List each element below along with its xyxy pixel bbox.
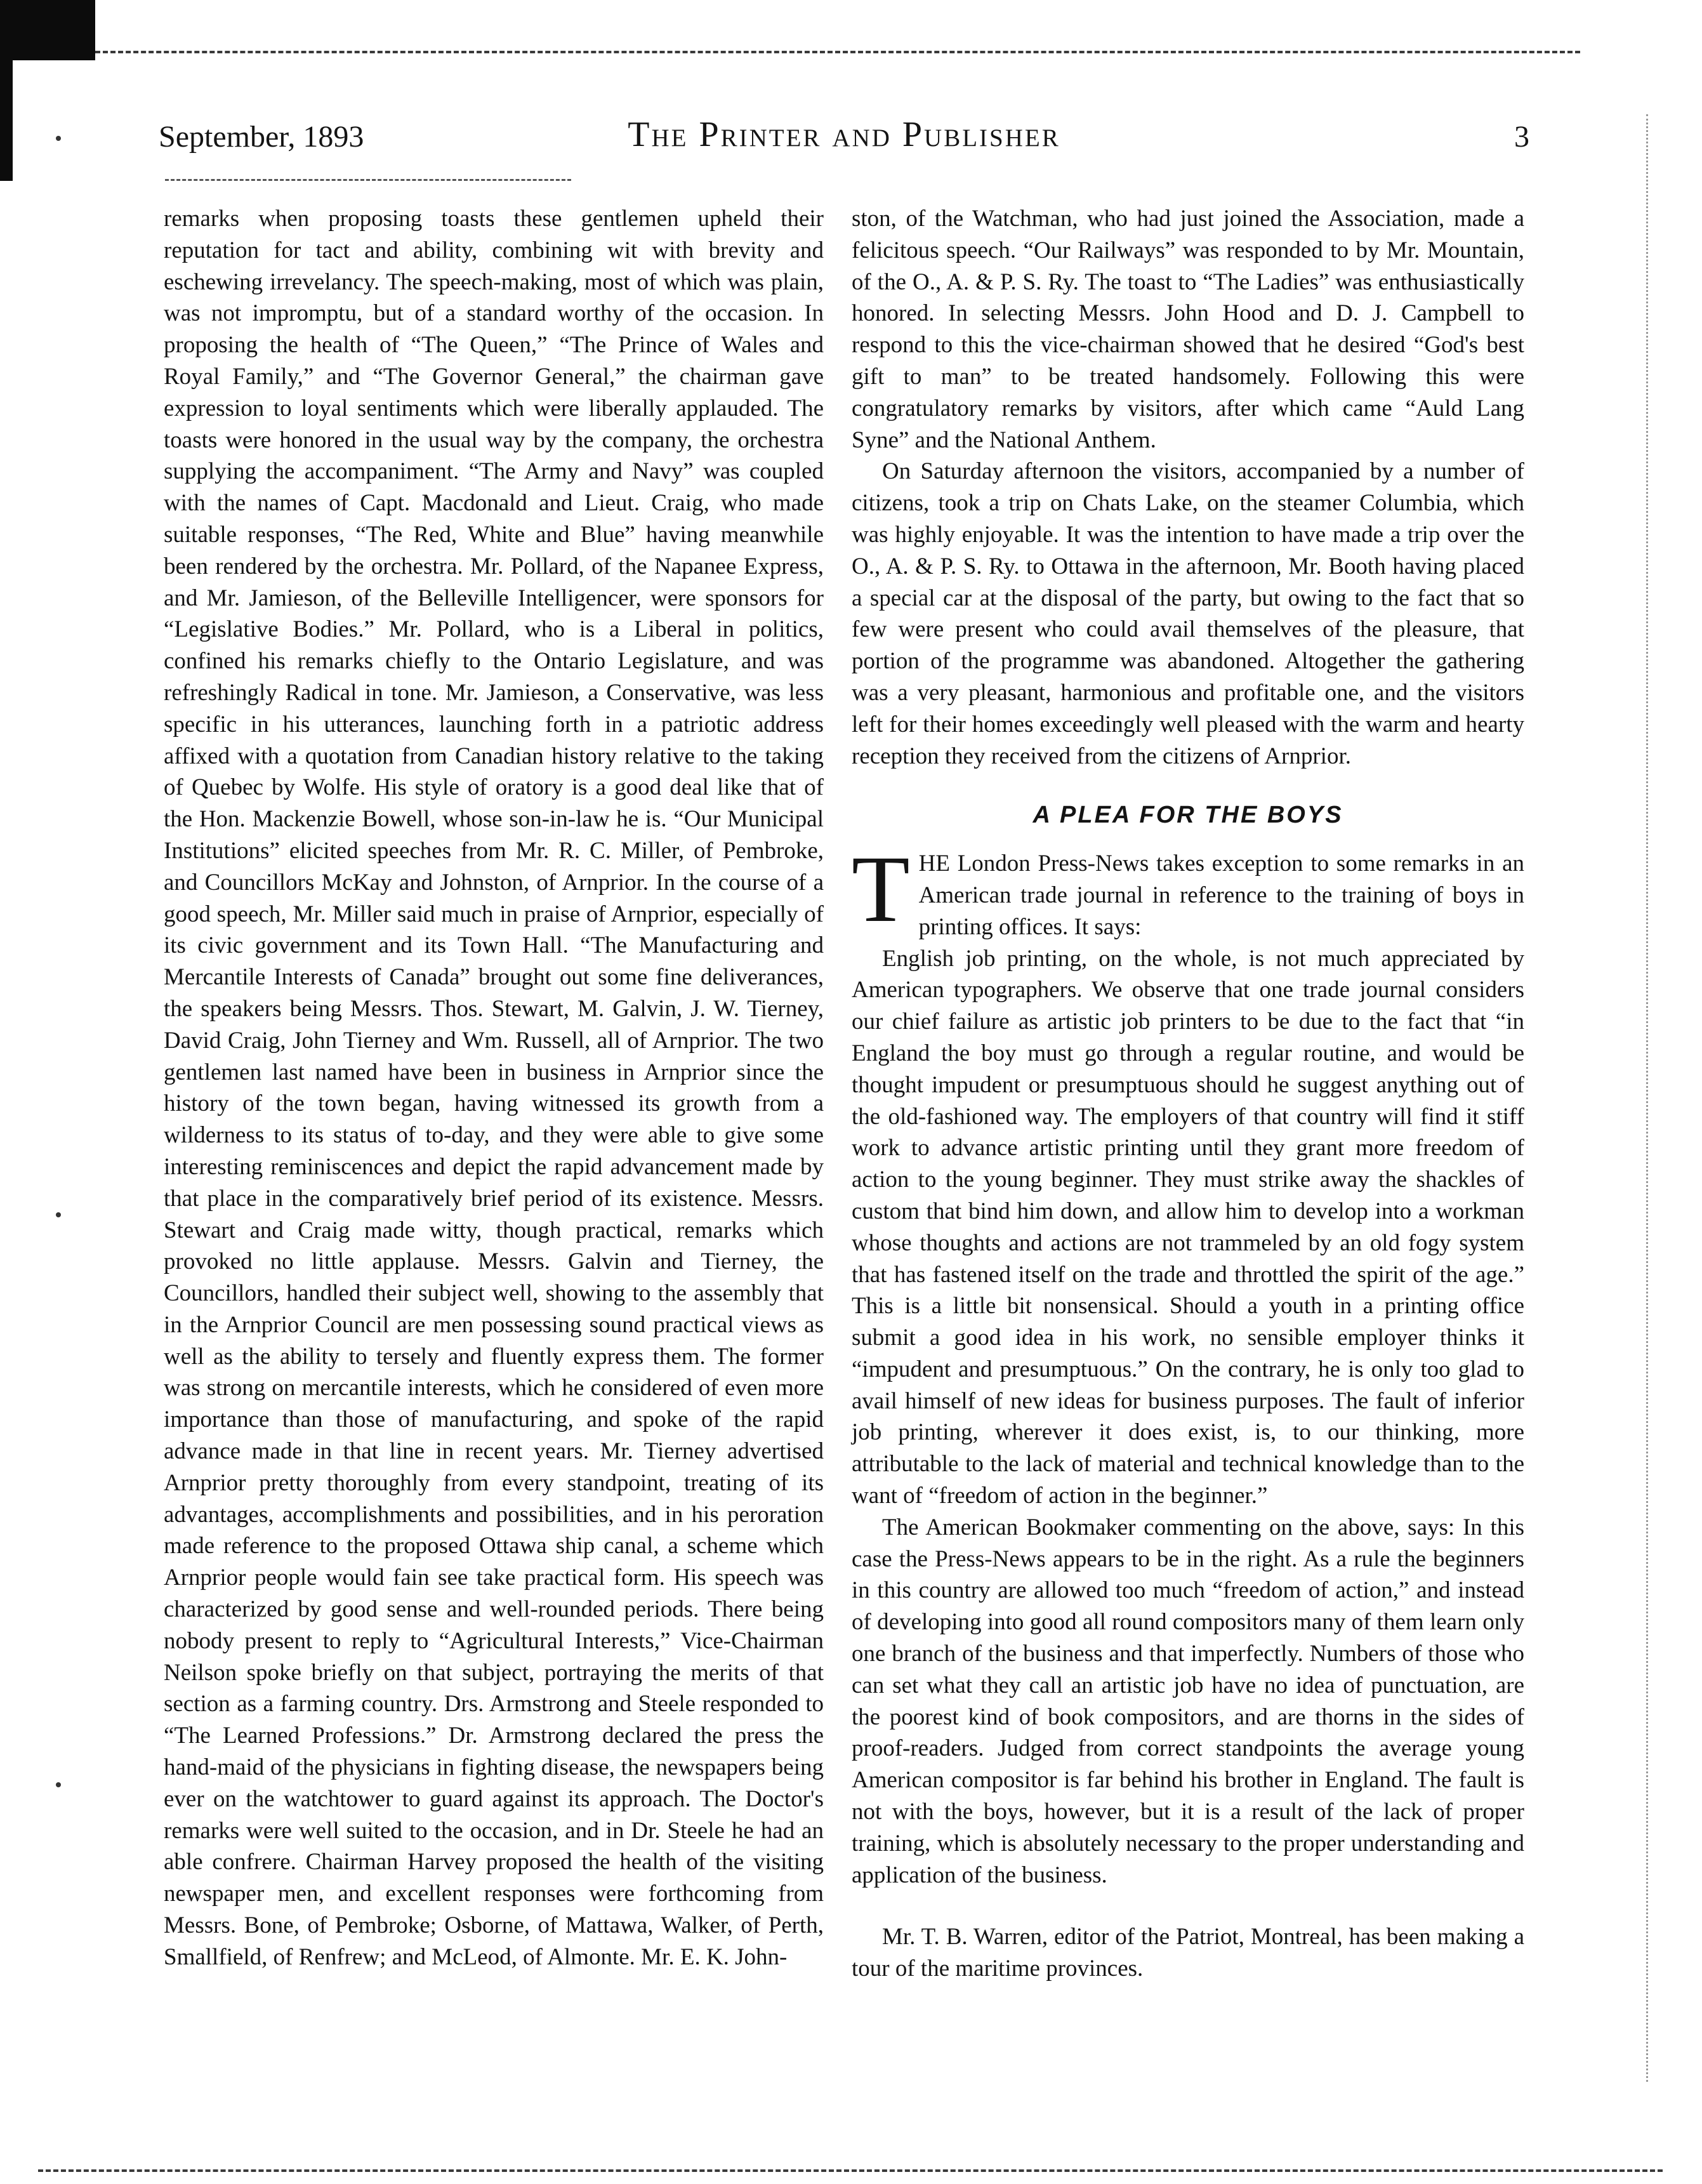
body-paragraph: The American Bookmaker commenting on the above, says: In this case the Press-News appears to be in the right. As a rule the beginners in this country are allowed too much “freedom of action,” and instead of developing into good all round compositors many of them learn only one branch of the business and that imperfectly. Numbers of those who can set what they call an artistic job have no idea of punctuation, are the poorest kind of book compositors, and are thorns in the sides of proof-readers. Judged from correct standpoints the average young American compositor is far behind his brother in England. The fault is not with the boys, however, but it is a result of the lack of proper training, which is absolutely necessary to the proper understanding and application of the business. xyxy=(852,1514,1524,1888)
running-head xyxy=(159,114,1529,171)
bottom-border-rule xyxy=(38,2169,1663,2172)
right-margin-specks xyxy=(1646,114,1648,2082)
body-paragraph: remarks when proposing toasts these gentlemen upheld their reputation for tact and ability, combining wit with brevity and eschewing irrevelancy. The speech-making, most of which was plain, was not impromptu, but of a standard worthy of the occasion. In proposing the health of “The Queen,” “The Prince of Wales and Royal Family,” and “The Governor General,” the chairman gave expression to loyal sentiments which were liberally applauded. The toasts were honored in the usual way by the company, the orchestra supplying the accompaniment. “The Army and Navy” was coupled with the names of Capt. Macdonald and Lieut. Craig, who made suitable responses, “The Red, White and Blue” having meanwhile been rendered by the orchestra. Mr. Pollard, of the Napanee Express, and Mr. Jamieson, of the Belleville Intelligencer, were sponsors for “Legislative Bodies.” Mr. Pollard, who is a Liberal in politics, confined his remarks chiefly to the Ontario Legislature, and was refreshingly Radical in tone. Mr. Jamieson, a Conservative, was less specific in his utterances, launching forth in a patriotic address affixed with a quotation from Canadian history relative to the taking of Quebec by Wolfe. His style of oratory is a good deal like that of the Hon. Mackenzie Bowell, whose son-in-law he is. “Our Municipal Institutions” elicited speeches from Mr. R. C. Miller, of Pembroke, and Councillors McKay and Johnston, of Arnprior. In the course of a good speech, Mr. Miller said much in praise of Arnprior, especially of its civic government and its Town Hall. “The Manufacturing and Mercantile Interests of Canada” brought out some fine deliverances, the speakers being Messrs. Thos. Stewart, M. Galvin, J. W. Tierney, David Craig, John Tierney and Wm. Russell, all of Arnprior. The two gentlemen last named have been in business in Arnprior since the history of the town began, having witnessed its growth from a wilderness to its status of to-day, and they were able to give some interesting reminiscences and depict the rapid advancement made by that place in the comparatively brief period of its existence. Messrs. Stewart and Craig made witty, though practical, remarks which provoked no little applause. Messrs. Galvin and Tierney, the Councillors, handled their subject well, showing to the assembly that in the Arnprior Council are men possessing sound practical views as well as the ability to tersely and fluently express them. The former was strong on mercantile interests, which he considered of even more importance than those of manufacturing, and spoke of the rapid advance made in that line in recent years. Mr. Tierney advertised Arnprior pretty thoroughly from every standpoint, treating of its advantages, accomplishments and possibilities, and in his peroration made reference to the proposed Ottawa ship canal, a scheme which Arnprior people would fain see take practical form. His speech was characterized by good sense and well-rounded periods. There being nobody present to reply to “Agricultural Interests,” Vice-Chairman Neilson spoke briefly on that subject, portraying the merits of that section as a farming country. Drs. Armstrong and Steele responded to “The Learned Professions.” Dr. Armstrong declared the press the hand-maid of the physicians in fighting disease, the newspapers being ever on the watchtower to guard against its approach. The Doctor's remarks were well suited to the occasion, and in Dr. Steele he had an able confrere. Chairman Harvey proposed the health of the visiting newspaper men, and excellent responses were forthcoming from Messrs. Bone, of Pembroke; Osborne, of Mattawa, Walker, of Perth, Smallfield, of Renfrew; and McLeod, of Almonte. Mr. E. K. John- xyxy=(164,206,824,1970)
news-item: Mr. T. B. Warren, editor of the Patriot, Montreal, has been making a tour of the maritime provinces. xyxy=(852,1924,1524,1982)
lead-paragraph xyxy=(852,837,1524,943)
quoted-paragraph: English job printing, on the whole, is not much appreciated by American typographers. We observe that one trade journal considers our chief failure as artistic job printers to be due to the fact that “in England the boy must go through a regular routine, and would be thought impudent or presumptuous should he suggest anything out of the old-fashioned way. The employers of that country will find it stiff work to advance artistic printing until they grant more freedom of action to the young beginner. They must strike away the shackles of custom that bind him down, and allow him to develop into a workman whose thoughts and actions are not trammeled by an old fogy system that has fastened itself on the trade and throttled the spirit of the age.” This is a little bit nonsensical. Should a youth in a printing office submit a good idea in his work, no sensible employer thinks it “impudent and presumptuous.” On the contrary, he is only too glad to avail himself of new ideas for business purposes. The fault of inferior job printing, wherever it does exist, is, to our thinking, more attributable to the lack of material and technical knowledge than to the want of “freedom of action in the beginner.” xyxy=(852,945,1524,1509)
margin-speck xyxy=(56,1782,61,1787)
drop-cap: T xyxy=(852,837,910,943)
margin-speck xyxy=(56,136,61,141)
top-border-rule xyxy=(95,51,1580,53)
body-paragraph: ston, of the Watchman, who had just joined the Association, made a felicitous speech. “Our Railways” was responded to by Mr. Mountain, of the O., A. & P. S. Ry. The toast to “The Ladies” was enthusiastically honored. In selecting Messrs. John Hood and D. J. Campbell to respond to this the vice-chairman showed that he desired “God's best gift to man” to be treated handsomely. Following this were congratulatory remarks by visitors, after which came “Auld Lang Syne” and the National Anthem. xyxy=(852,206,1524,453)
paragraph-spacer xyxy=(852,1891,1524,1921)
scan-corner-mark xyxy=(0,0,95,60)
left-column xyxy=(164,203,824,1973)
issue-date: September, 1893 xyxy=(159,120,364,154)
right-column xyxy=(852,203,1524,1985)
scan-edge-shadow xyxy=(0,60,13,181)
publication-title: The Printer and Publisher xyxy=(628,115,1060,154)
lead-paragraph-text: HE London Press-News takes exception to some remarks in an American trade journal in reference to the training of boys in printing offices. It says: xyxy=(918,850,1524,940)
section-heading: A PLEA FOR THE BOYS xyxy=(1032,802,1343,829)
page-number: 3 xyxy=(1514,120,1529,154)
body-paragraph: On Saturday afternoon the visitors, accompanied by a number of citizens, took a trip on Chats Lake, on the steamer Columbia, which was highly enjoyable. It was the intention to have made a trip over the O., A. & P. S. Ry. to Ottawa in the afternoon, Mr. Booth having placed a special car at the disposal of the party, but owing to the fact that so few were present who could avail themselves of the pleasure, that portion of the programme was abandoned. Altogether the gathering was a very pleasant, harmonious and profitable one, and the visitors left for their homes exceedingly well pleased with the warm and hearty reception they received from the citizens of Arnprior. xyxy=(852,458,1524,769)
margin-speck xyxy=(56,1212,61,1217)
header-rule xyxy=(165,179,571,181)
